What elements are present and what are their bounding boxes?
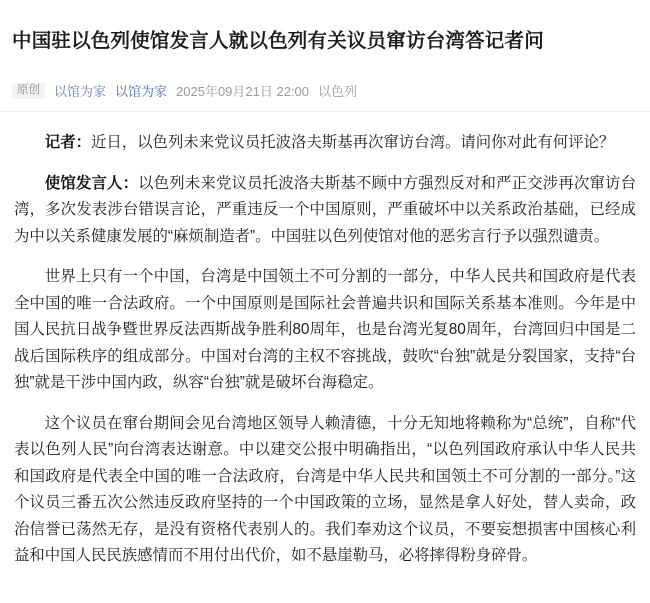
page-title: 中国驻以色列使馆发言人就以色列有关议员窜访台湾答记者问 — [12, 30, 544, 53]
paragraph-answer — [14, 171, 636, 250]
paragraph-question — [14, 130, 636, 156]
publish-location: 以色列 — [318, 84, 358, 100]
status-badge: 原创 — [12, 83, 45, 100]
paragraph-lead: 使馆发言人： — [44, 174, 139, 192]
publish-datetime: 2025年09月21日 22:00 — [176, 84, 310, 100]
article-page — [0, 13, 650, 603]
paragraph-lead: 记者： — [44, 134, 91, 152]
article-body — [0, 112, 650, 569]
source-link-secondary[interactable]: 以馆为家 — [115, 84, 168, 100]
article-meta — [0, 68, 650, 112]
paragraph-text: 近日，以色列未来党议员托波洛夫斯基再次窜访台湾。请问你对此有何评论？ — [90, 134, 615, 152]
paragraph-text: 以色列未来党议员托波洛夫斯基不顾中方强烈反对和严正交涉再次窜访台湾，多次发表涉台错误言论，严重违反一个中国原则，严重破坏中以关系政治基础，已经成为中以关系健康发展的“麻烦制造者”。中国驻以色列使馆对他的恶劣言行予以强烈谴责。 — [14, 174, 636, 245]
paragraph-body-2: 这个议员在窜台期间会见台湾地区领导人赖清德，十分无知地将赖称为“总统”，自称“代表以色列人民”向台湾表达谢意。中以建交公报中明确指出，“以色列国政府承认中华人民共和国政府是代表全中国的唯一合法政府，台湾是中华人民共和国领土不可分割的一部分。”这个议员三番五次公然违反政府坚持的一个中国政策的立场，显然是拿人好处，替人卖命，政治信誉已荡然无存，是没有资格代表别人的。我们奉劝这个议员，不要妄想损害中国核心利益和中国人民民族感情而不用付出代价，如不悬崖勒马，必将摔得粉身碎骨。 — [14, 414, 636, 565]
paragraph-body-1: 世界上只有一个中国，台湾是中国领土不可分割的一部分，中华人民共和国政府是代表全中国的唯一合法政府。一个中国原则是国际社会普遍共识和国际关系基本准则。今年是中国人民抗日战争暨世界反法西斯战争胜利80周年，也是台湾光复80周年，台湾回归中国是二战后国际秩序的组成部分。中国对台湾的主权不容挑战，鼓吹“台独”就是分裂国家，支持“台独”就是干涉中国内政，纵容“台独”就是破坏台海稳定。 — [14, 268, 636, 392]
source-link-primary[interactable]: 以馆为家 — [54, 84, 107, 100]
